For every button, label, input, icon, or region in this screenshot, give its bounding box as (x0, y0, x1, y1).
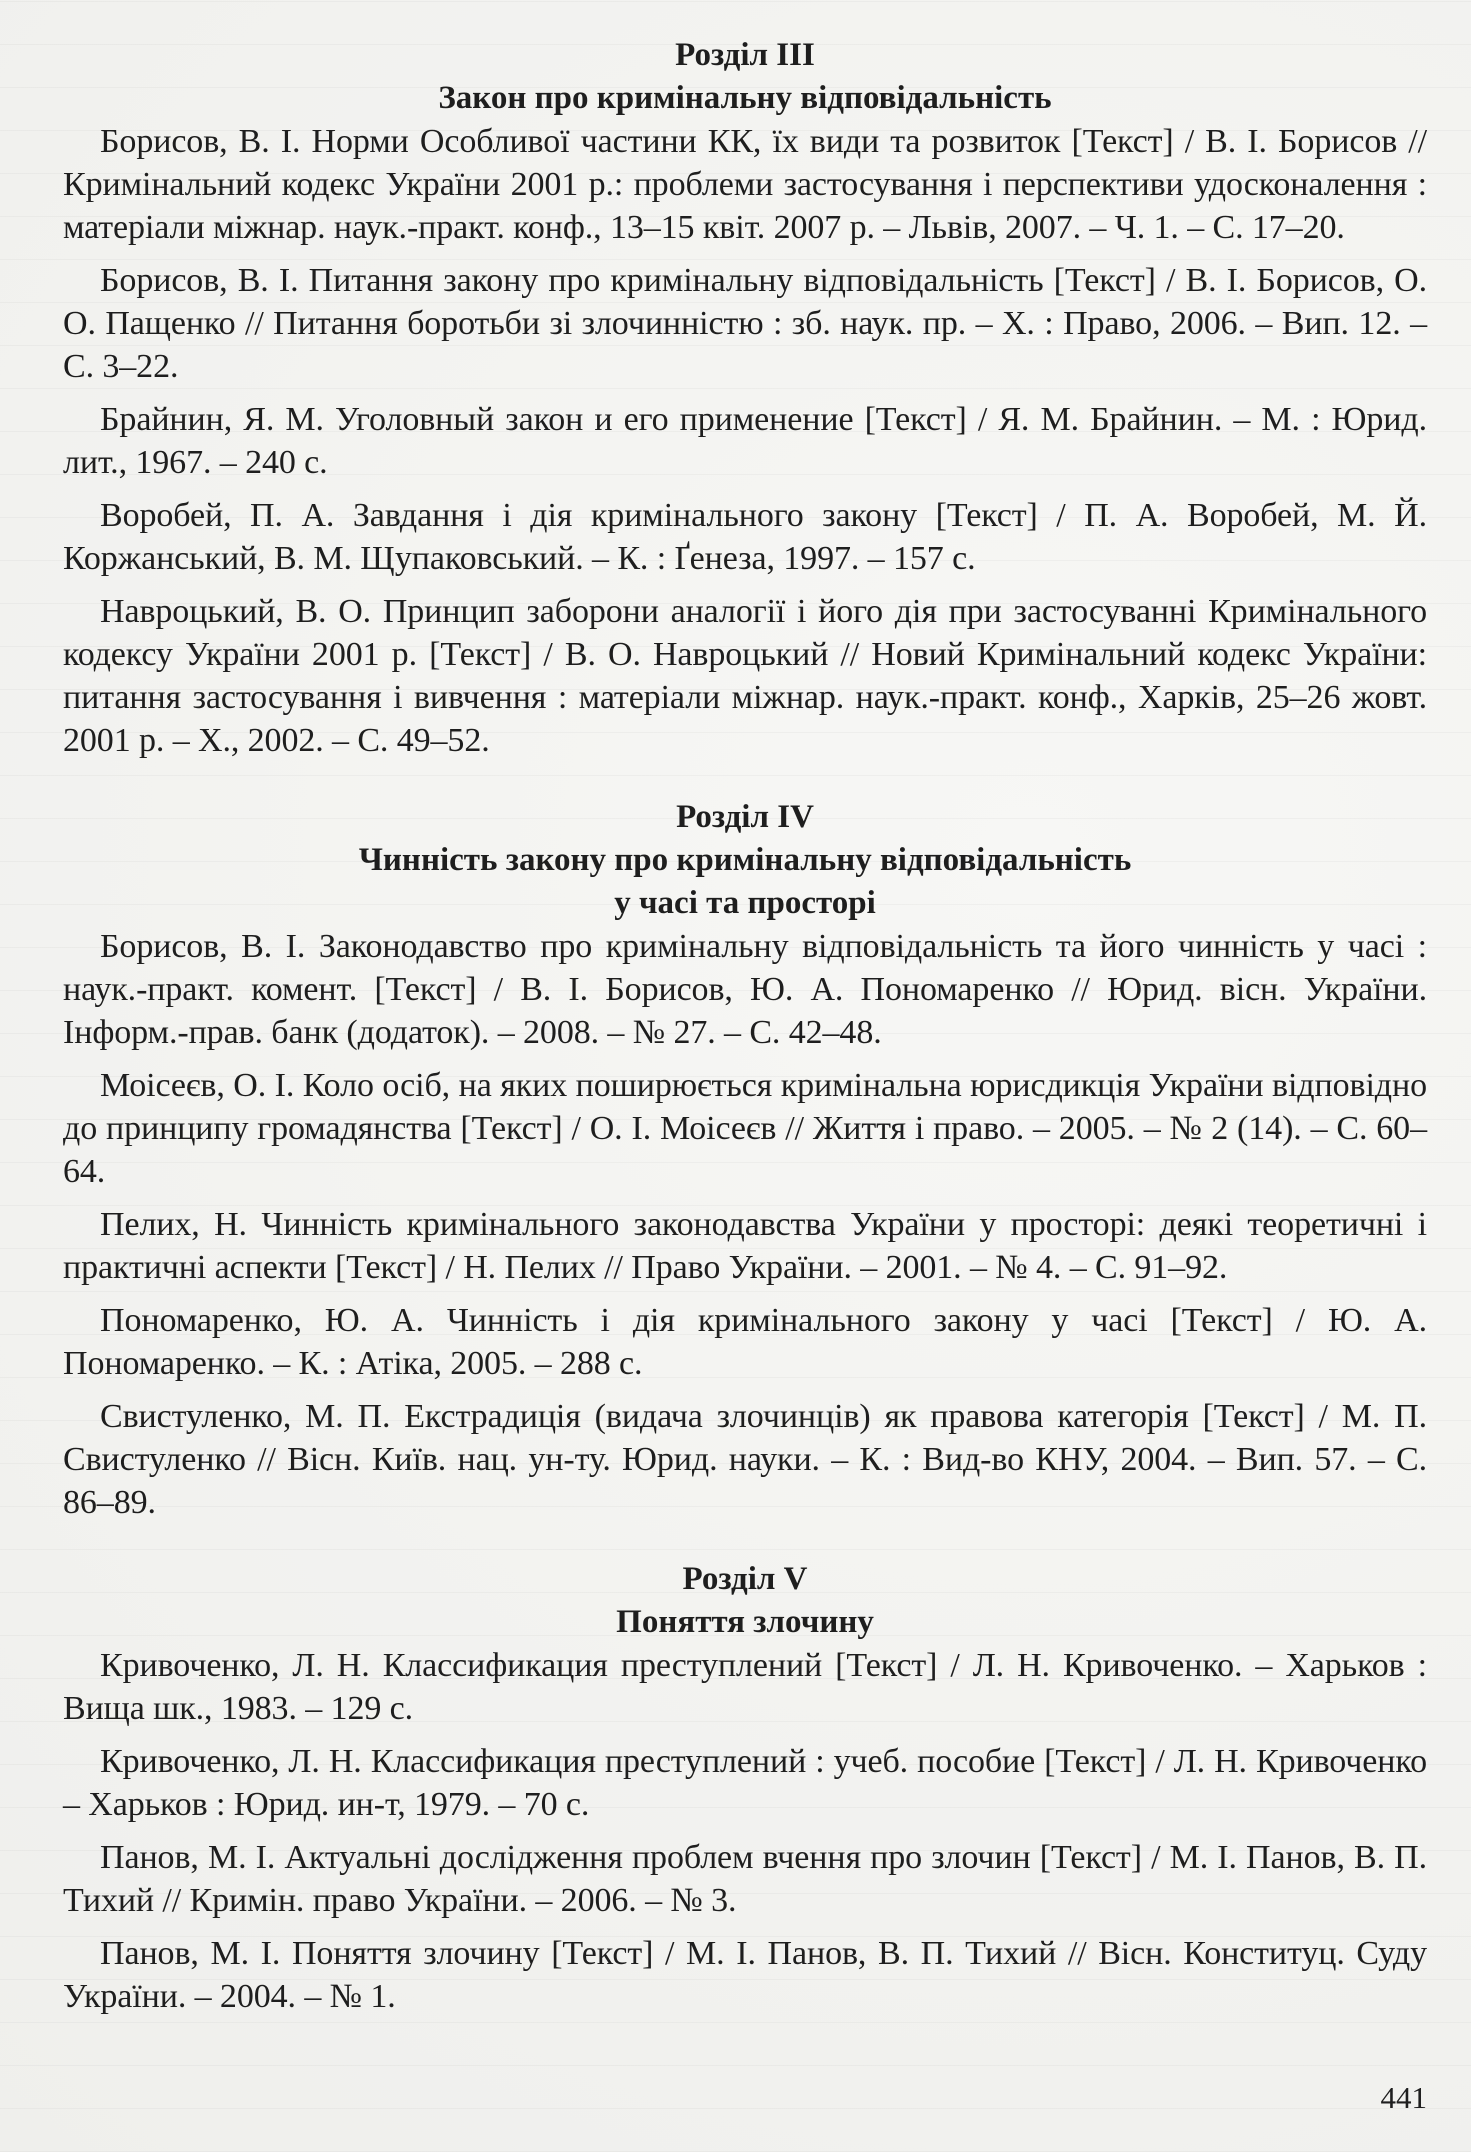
bibliography-entry: Кривоченко, Л. Н. Классификация преступлений : учеб. пособие [Текст] / Л. Н. Кривоченко – Харьков : Юрид. ин-т, 1979. – 70 с. (63, 1743, 1427, 1823)
page-number: 441 (1380, 2080, 1427, 2115)
section-title-line-1: Чинність закону про кримінальну відповідальність (358, 842, 1132, 878)
bibliography-entry: Брайнин, Я. М. Уголовный закон и его применение [Текст] / Я. М. Брайнин. – М. : Юрид. лит., 1967. – 240 с. (63, 401, 1427, 481)
bibliography-entry: Воробей, П. А. Завдання і дія кримінального закону [Текст] / П. А. Воробей, М. Й. Коржанський, В. М. Щупаковський. – К. : Ґенеза, 1997. – 157 с. (63, 497, 1427, 577)
section-3 (63, 34, 1427, 762)
section-title: Поняття злочину (616, 1604, 874, 1640)
bibliography-entry: Борисов, В. І. Норми Особливої частини КК, їх види та розвиток [Текст] / В. І. Борисов // Кримінальний кодекс України 2001 р.: проблеми застосування і перспективи удосконалення : матеріали міжнар. наук.-практ. конф., 13–15 квіт. 2007 р. – Львів, 2007. – Ч. 1. – С. 17–20. (63, 123, 1427, 246)
bibliography-entry: Борисов, В. І. Законодавство про кримінальну відповідальність та його чинність у часі : наук.-практ. комент. [Текст] / В. І. Борисов, Ю. А. Пономаренко // Юрид. вісн. України. Інформ.-прав. банк (додаток). – 2008. – № 27. – С. 42–48. (63, 928, 1427, 1051)
bibliography-entry: Свистуленко, М. П. Екстрадиція (видача злочинців) як правова категорія [Текст] / М. П. Свистуленко // Вісн. Київ. нац. ун-ту. Юрид. науки. – К. : Вид-во КНУ, 2004. – Вип. 57. – С. 86–89. (63, 1398, 1427, 1521)
section-heading: Розділ IV (676, 799, 814, 835)
bibliography-entry: Панов, М. І. Поняття злочину [Текст] / М. І. Панов, В. П. Тихий // Вісн. Конституц. Суду України. – 2004. – № 1. (63, 1935, 1427, 2015)
bibliography-entry: Пономаренко, Ю. А. Чинність і дія кримінального закону у часі [Текст] / Ю. А. Пономаренко. – К. : Атіка, 2005. – 288 с. (63, 1302, 1427, 1382)
section-4 (63, 796, 1427, 1524)
section-5 (63, 1558, 1427, 2018)
section-heading: Розділ V (682, 1561, 808, 1597)
bibliography-entry: Кривоченко, Л. Н. Классификация преступлений [Текст] / Л. Н. Кривоченко. – Харьков : Вища шк., 1983. – 129 с. (63, 1647, 1427, 1727)
section-title-line-2: у часі та просторі (614, 885, 876, 921)
section-title: Закон про кримінальну відповідальність (438, 80, 1052, 116)
bibliography-entry: Навроцький, В. О. Принцип заборони аналогії і його дія при застосуванні Кримінального кодексу України 2001 р. [Текст] / В. О. Навроцький // Новий Кримінальний кодекс України: питання застосування і вивчення : матеріали міжнар. наук.-практ. конф., Харків, 25–26 жовт. 2001 р. – Х., 2002. – С. 49–52. (63, 593, 1427, 759)
bibliography-entry: Моісеєв, О. І. Коло осіб, на яких поширюється кримінальна юрисдикція України відповідно до принципу громадянства [Текст] / О. І. Моісеєв // Життя і право. – 2005. – № 2 (14). – С. 60–64. (63, 1067, 1427, 1190)
bibliography-entry: Пелих, Н. Чинність кримінального законодавства України у просторі: деякі теоретичні і практичні аспекти [Текст] / Н. Пелих // Право України. – 2001. – № 4. – С. 91–92. (63, 1206, 1427, 1286)
bibliography-entry: Панов, М. І. Актуальні дослідження проблем вчення про злочин [Текст] / М. І. Панов, В. П. Тихий // Кримін. право України. – 2006. – № 3. (63, 1839, 1427, 1919)
section-heading: Розділ III (675, 37, 815, 73)
bibliography-entry: Борисов, В. І. Питання закону про кримінальну відповідальність [Текст] / В. І. Борисов, О. О. Пащенко // Питання боротьби зі злочинністю : зб. наук. пр. – Х. : Право, 2006. – Вип. 12. – С. 3–22. (63, 262, 1427, 385)
